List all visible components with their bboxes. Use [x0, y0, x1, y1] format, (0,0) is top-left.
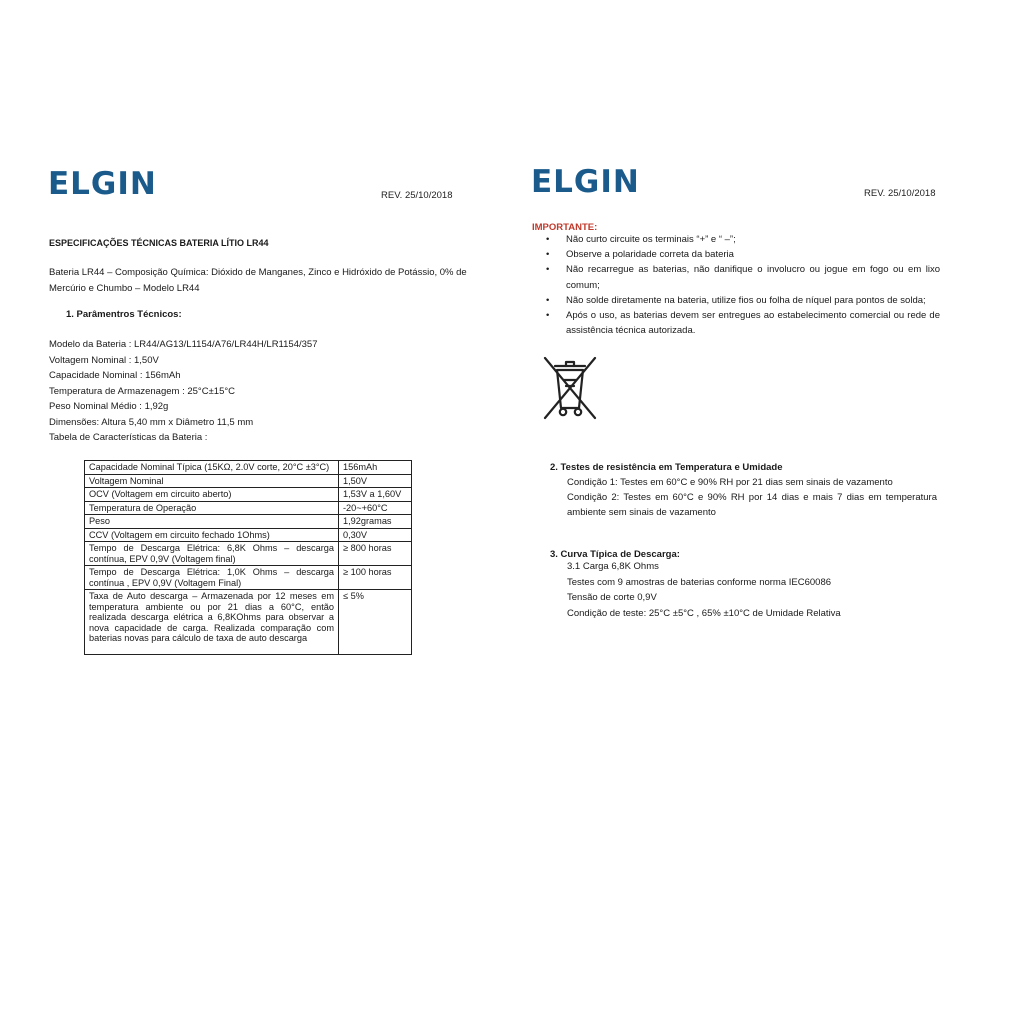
list-item	[532, 293, 940, 308]
table-cell-value: 1,92gramas	[339, 515, 412, 529]
table-cell-value: 156mAh	[339, 461, 412, 475]
list-item	[532, 308, 940, 338]
table-cell-label: Peso	[85, 515, 339, 529]
revision-date: REV. 25/10/2018	[864, 188, 936, 199]
table-cell-label: OCV (Voltagem em circuito aberto)	[85, 488, 339, 502]
spec-page-right	[512, 0, 1024, 1024]
bullet: •	[546, 310, 550, 322]
list-item: Condição de teste: 25°C ±5°C , 65% ±10°C de Umidade Relativa	[567, 607, 841, 619]
table-cell-value: ≤ 5%	[339, 590, 412, 655]
important-heading: IMPORTANTE:	[532, 222, 598, 233]
section-heading-discharge: 3. Curva Típica de Descarga:	[550, 549, 680, 560]
bullet: •	[546, 249, 550, 261]
table-cell-value: 1,53V a 1,60V	[339, 488, 412, 502]
table-cell-value: -20~+60°C	[339, 501, 412, 515]
table-cell-label: CCV (Voltagem em circuito fechado 1Ohms)	[85, 528, 339, 542]
warning-text: Não solde diretamente na bateria, utilize fios ou folha de níquel para pontos de solda;	[566, 294, 926, 306]
warnings-list	[532, 232, 940, 338]
condition-1: Condição 1: Testes em 60°C e 90% RH por 21 dias sem sinais de vazamento	[567, 477, 893, 488]
warning-text: Após o uso, as baterias devem ser entregues ao estabelecimento comercial ou rede de assistência técnica autorizada.	[566, 310, 940, 337]
table-cell-value: ≥ 100 horas	[339, 566, 412, 590]
param-dimensions: Dimensões: Altura 5,40 mm x Diâmetro 11,5 mm	[49, 416, 254, 428]
table-row	[85, 461, 412, 475]
params-heading: 1. Parâmentros Técnicos:	[66, 309, 182, 320]
param-voltage: Voltagem Nominal : 1,50V	[49, 354, 159, 366]
list-item	[532, 247, 940, 262]
list-item: Testes com 9 amostras de baterias conforme norma IEC60086	[567, 576, 832, 588]
discharge-curve-list	[567, 561, 841, 623]
table-cell-label: Voltagem Nominal	[85, 474, 339, 488]
table-row	[85, 542, 412, 566]
table-row	[85, 566, 412, 590]
list-item: Tensão de corte 0,9V	[567, 592, 657, 603]
characteristics-table	[84, 460, 412, 655]
table-row	[85, 474, 412, 488]
table-row	[85, 488, 412, 502]
list-item	[532, 262, 940, 292]
table-cell-label: Capacidade Nominal Típica (15KΩ, 2.0V corte, 20°C ±3°C)	[85, 461, 339, 475]
param-capacity: Capacidade Nominal : 156mAh	[49, 370, 181, 381]
document-title: ESPECIFICAÇÕES TÉCNICAS BATERIA LÍTIO LR44	[49, 238, 269, 248]
bullet: •	[546, 294, 550, 306]
table-row	[85, 528, 412, 542]
table-cell-value: ≥ 800 horas	[339, 542, 412, 566]
table-cell-label: Taxa de Auto descarga – Armazenada por 12 meses em temperatura ambiente ou por 21 dias a 60°C, então realizada descarga elétrica a 6,8KOhms para observar a nova capacidade de carga. Realizada comparação com baterias novas para cálculo de taxa de auto descarga	[85, 590, 339, 655]
bullet: •	[546, 234, 550, 245]
elgin-logo: ELGIN	[531, 164, 640, 200]
table-row	[85, 515, 412, 529]
section-heading-resistance: 2. Testes de resistência em Temperatura e Umidade	[550, 462, 783, 473]
params-list	[49, 337, 317, 446]
condition-2: Condição 2: Testes em 60°C e 90% RH por 14 dias e mais 7 dias em temperatura ambiente sem sinais de vazamento	[567, 492, 937, 518]
table-cell-value: 1,50V	[339, 474, 412, 488]
table-row	[85, 501, 412, 515]
revision-date: REV. 25/10/2018	[381, 190, 453, 201]
bullet: •	[546, 264, 550, 276]
list-item	[532, 232, 940, 247]
warning-text: Observe a polaridade correta da bateria	[566, 249, 734, 261]
table-cell-value: 0,30V	[339, 528, 412, 542]
resistance-tests-body	[567, 475, 937, 520]
warning-text: Não curto circuite os terminais “+” e “ –”;	[566, 234, 736, 245]
crossed-out-wheelie-bin-icon	[542, 356, 598, 422]
table-cell-label: Tempo de Descarga Elétrica: 6,8K Ohms – descarga contínua, EPV 0,9V (Voltagem final)	[85, 542, 339, 566]
table-row	[85, 590, 412, 655]
table-cell-label: Tempo de Descarga Elétrica: 1,0K Ohms – descarga contínua , EPV 0,9V (Voltagem Final)	[85, 566, 339, 590]
table-caption: Tabela de Características da Bateria :	[49, 432, 208, 443]
elgin-logo: ELGIN	[48, 166, 157, 202]
param-storage-temp: Temperatura de Armazenagem : 25°C±15°C	[49, 385, 236, 397]
table-cell-label: Temperatura de Operação	[85, 501, 339, 515]
intro-paragraph: Bateria LR44 – Composição Química: Dióxido de Manganes, Zinco e Hidróxido de Potássio, 0% de Mercúrio e Chumbo – Modelo LR44	[49, 267, 467, 294]
param-weight: Peso Nominal Médio : 1,92g	[49, 401, 169, 412]
param-model: Modelo da Bateria : LR44/AG13/L1154/A76/LR44H/LR1154/357	[49, 339, 318, 350]
list-item: 3.1 Carga 6,8K Ohms	[567, 561, 659, 572]
warning-text: Não recarregue as baterias, não danifique o involucro ou jogue em fogo ou em lixo comum;	[566, 264, 940, 291]
